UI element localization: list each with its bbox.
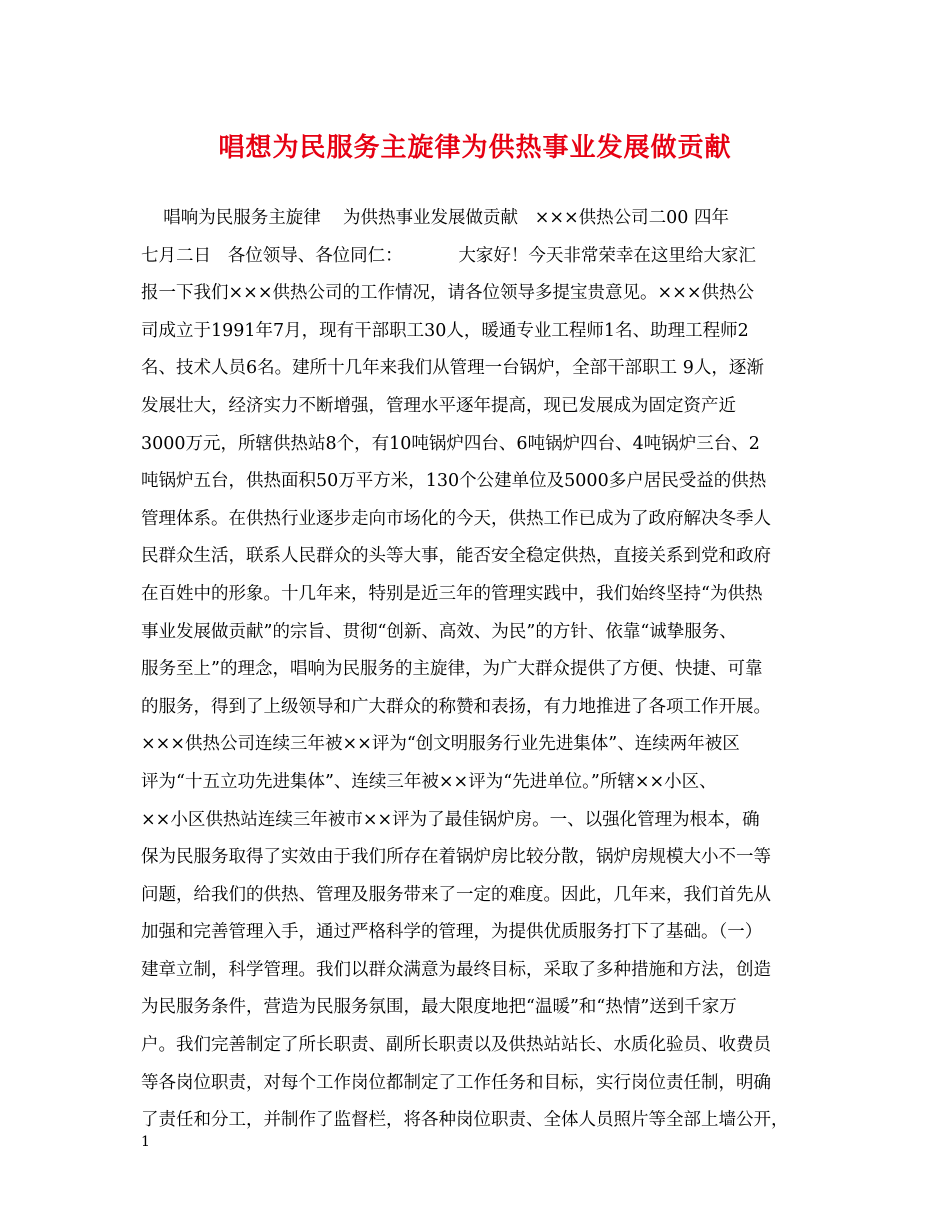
body-line: 七月二日 各位领导、各位同仁： 大家好！今天非常荣幸在这里给大家汇 xyxy=(141,245,756,266)
body-line: 名、技术人员6名。建所十几年来我们从管理一台锅炉，全部干部职工 9人，逐渐 xyxy=(141,358,764,379)
body-line: 户。我们完善制定了所长职责、副所长职责以及供热站站长、水质化验员、收费员 xyxy=(141,1035,771,1056)
body-line: 建章立制，科学管理。我们以群众满意为最终目标，采取了多种措施和方法，创造 xyxy=(141,959,771,980)
body-line: 民群众生活，联系人民群众的头等大事，能否安全稳定供热，直接关系到党和政府 xyxy=(141,546,771,567)
body-line: 事业发展做贡献”的宗旨、贯彻“创新、高效、为民”的方针、依靠“诚挚服务、 xyxy=(141,621,737,642)
body-line: ×××供热公司连续三年被××评为“创文明服务行业先进集体”、连续两年被区 xyxy=(141,734,740,755)
body-line: 3000万元，所辖供热站8个，有10吨锅炉四台、6吨锅炉四台、4吨锅炉三台、2 xyxy=(141,433,760,454)
body-line: 服务至上”的理念，唱响为民服务的主旋律，为广大群众提供了方便、快捷、可靠 xyxy=(141,659,763,680)
page-number: 1 xyxy=(141,1134,150,1150)
document-title: 唱想为民服务主旋律为供热事业发展做贡献 xyxy=(218,133,732,163)
body-line: ××小区供热站连续三年被市××评为了最佳锅炉房。一、以强化管理为根本，确 xyxy=(141,809,760,830)
body-line: 司成立于1991年7月，现有干部职工30人，暖通专业工程师1名、助理工程师2 xyxy=(141,320,749,341)
body-line: 报一下我们×××供热公司的工作情况，请各位领导多提宝贵意见。×××供热公 xyxy=(141,283,754,304)
body-line: 吨锅炉五台，供热面积50万平方米，130个公建单位及5000多户居民受益的供热 xyxy=(141,471,767,492)
body-line: 了责任和分工，并制作了监督栏，将各种岗位职责、全体人员照片等全部上墙公开， xyxy=(141,1110,789,1131)
document-body xyxy=(141,200,811,1140)
body-line: 问题，给我们的供热、管理及服务带来了一定的难度。因此，几年来，我们首先从 xyxy=(141,884,771,905)
body-line: 加强和完善管理入手，通过严格科学的管理，为提供优质服务打下了基础。（一） xyxy=(141,922,763,943)
body-line: 在百姓中的形象。十几年来，特别是近三年的管理实践中，我们始终坚持“为供热 xyxy=(141,583,763,604)
body-line: 等各岗位职责，对每个工作岗位都制定了工作任务和目标，实行岗位责任制，明确 xyxy=(141,1072,771,1093)
body-line: 保为民服务取得了实效由于我们所存在着锅炉房比较分散，锅炉房规模大小不一等 xyxy=(141,847,771,868)
body-line: 发展壮大，经济实力不断增强，管理水平逐年提高，现已发展成为固定资产近 xyxy=(141,395,736,416)
body-line: 评为“十五立功先进集体”、连续三年被××评为“先进单位。”所辖××小区、 xyxy=(141,771,717,792)
body-line: 唱响为民服务主旋律 为供热事业发展做贡献 ×××供热公司二00 四年 xyxy=(141,208,730,228)
body-line: 管理体系。在供热行业逐步走向市场化的今天，供热工作已成为了政府解决冬季人 xyxy=(141,508,771,529)
body-line: 为民服务条件，营造为民服务氛围，最大限度地把“温暖”和“热情”送到千家万 xyxy=(141,997,737,1018)
body-line: 的服务，得到了上级领导和广大群众的称赞和表扬，有力地推进了各项工作开展。 xyxy=(141,696,771,717)
